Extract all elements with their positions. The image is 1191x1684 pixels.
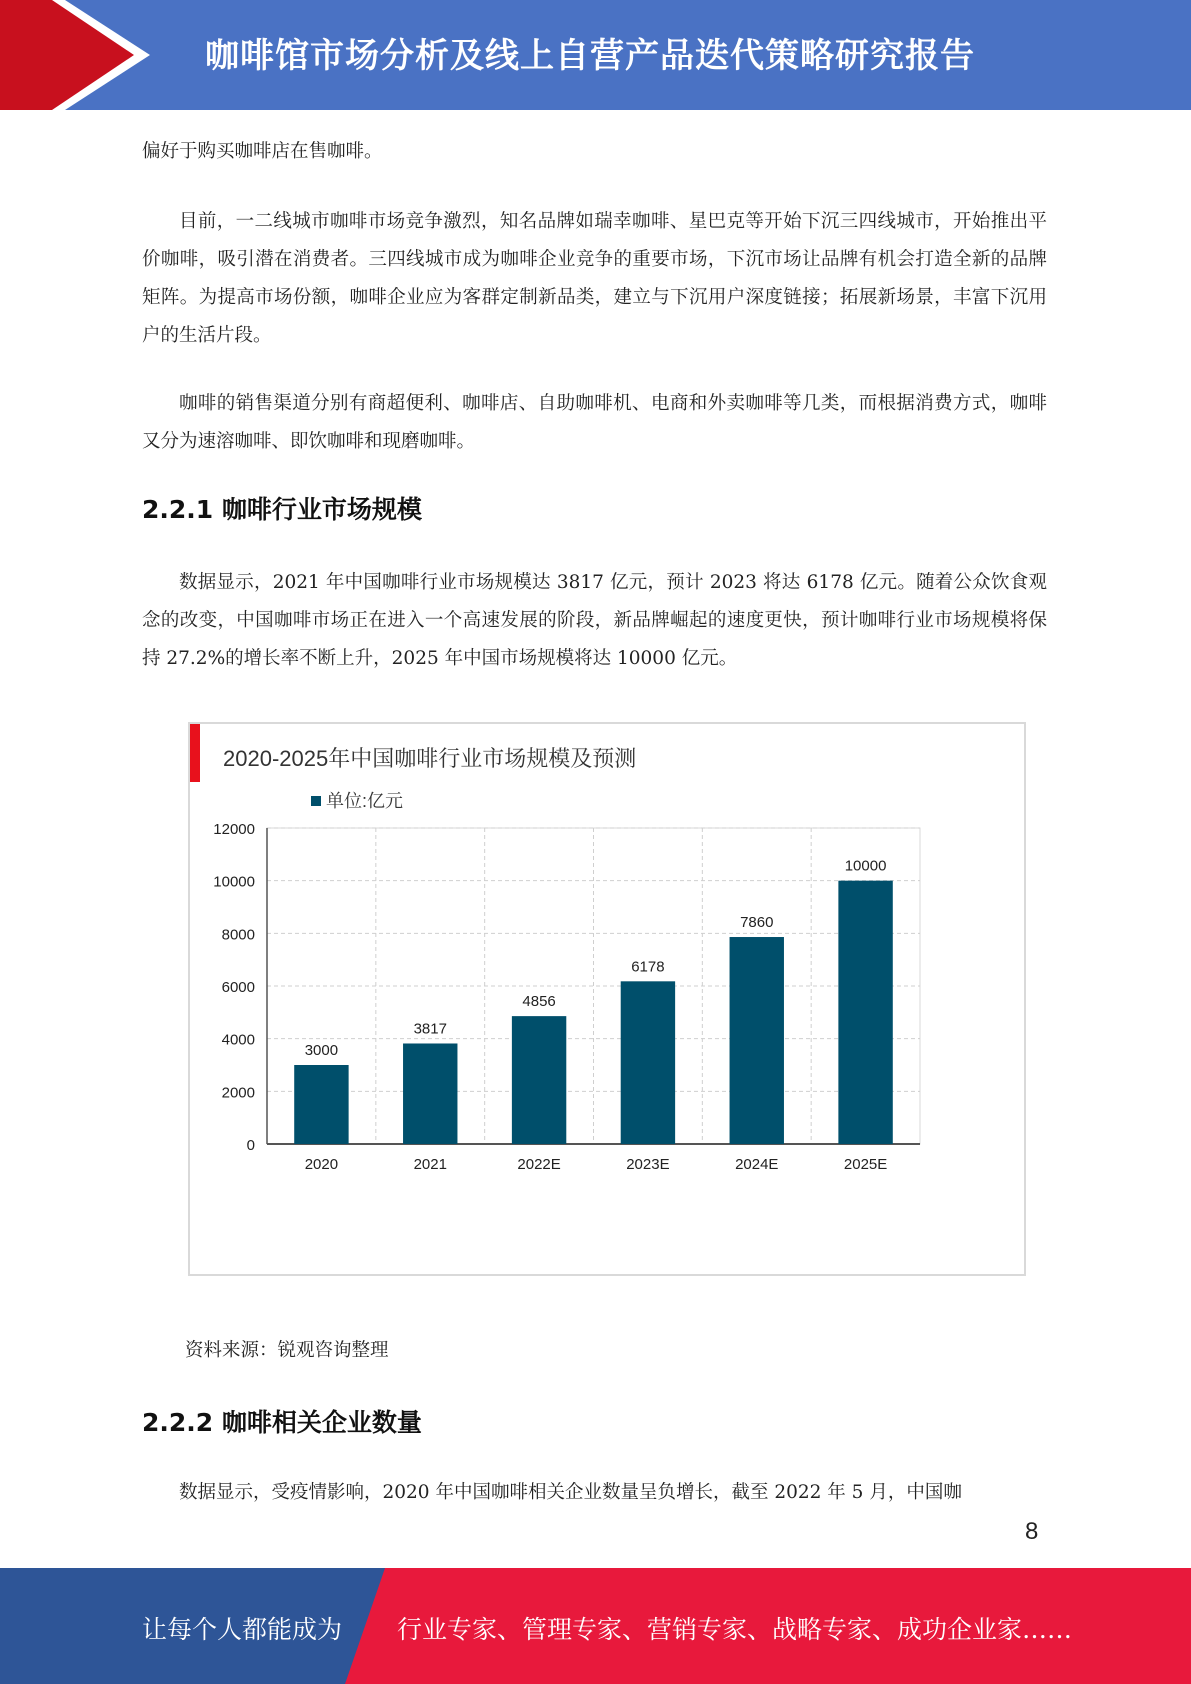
data-label: 7860 (740, 914, 774, 932)
header-arrow-decoration (0, 0, 150, 110)
paragraph-3: 咖啡的销售渠道分别有商超便利、咖啡店、自助咖啡机、电商和外卖咖啡等几类，而根据消费方式，咖啡又分为速溶咖啡、即饮咖啡和现磨咖啡。 (142, 393, 1047, 452)
market-size-chart (188, 722, 1026, 1276)
y-tick-label: 6000 (221, 979, 255, 996)
data-label: 3000 (304, 1042, 339, 1059)
x-tick-label: 2023E (626, 1156, 670, 1173)
chart-title: 2020-2025年中国咖啡行业市场规模及预测 (223, 746, 637, 771)
legend-label: 单位:亿元 (326, 791, 404, 811)
x-tick-label: 2025E (843, 1156, 888, 1173)
paragraph-5: 数据显示，受疫情影响，2020 年中国咖啡相关企业数量呈负增长，截至 2022 年 5 月，中国咖 (179, 1482, 962, 1503)
footer-slogan-left: 让每个人都能成为 (142, 1615, 343, 1644)
x-tick-label: 2022E (517, 1156, 561, 1173)
section-heading-2-2-2: 2.2.2 咖啡相关企业数量 (142, 1408, 422, 1437)
paragraph-2: 目前，一二线城市咖啡市场竞争激烈，知名品牌如瑞幸咖啡、星巴克等开始下沉三四线城市，开始推出平价咖啡，吸引潜在消费者。三四线城市成为咖啡企业竞争的重要市场，下沉市场让品牌有机会打造全新的品牌矩阵。为提高市场份额，咖啡企业应为客群定制新品类，建立与下沉用户深度链接；拓展新场景，丰富下沉用户的生活片段。 (142, 211, 1047, 346)
y-tick-label: 8000 (221, 926, 255, 944)
y-tick-label: 12000 (213, 821, 255, 838)
legend-swatch (311, 796, 321, 806)
x-tick-label: 2020 (304, 1156, 339, 1173)
bar-2020 (294, 1065, 348, 1144)
bar-2023E (621, 981, 675, 1144)
bar-chart-svg (190, 724, 1024, 1274)
bar-2024E (730, 937, 784, 1144)
y-tick-label: 2000 (221, 1084, 255, 1102)
section-heading-2-2-1: 2.2.1 咖啡行业市场规模 (142, 495, 422, 524)
data-label: 6178 (631, 958, 665, 976)
x-tick-label: 2021 (413, 1156, 447, 1173)
page-number: 8 (1025, 1518, 1039, 1545)
y-tick-label: 10000 (213, 873, 255, 891)
page-header (0, 0, 1191, 110)
chart-title-accent-bar (190, 724, 200, 782)
y-tick-label: 0 (246, 1137, 255, 1154)
document-title: 咖啡馆市场分析及线上自营产品迭代策略研究报告 (205, 36, 975, 76)
y-tick-label: 4000 (221, 1031, 255, 1049)
paragraph-4: 数据显示，2021 年中国咖啡行业市场规模达 3817 亿元，预计 2023 将达 6178 亿元。随着公众饮食观念的改变，中国咖啡市场正在进入一个高速发展的阶段，新品牌崛起的速度更快，预计咖啡行业市场规模将保持 27.2%的增长率不断上升，2025 年中国市场规模将达 10000 亿元。 (142, 572, 1047, 669)
bar-2022E (512, 1016, 566, 1144)
footer-slogan-right: 行业专家、管理专家、营销专家、战略专家、成功企业家…… (397, 1615, 1073, 1644)
data-label: 10000 (844, 857, 887, 875)
data-label: 4856 (522, 993, 556, 1011)
chart-grid (267, 828, 920, 1144)
bar-2021 (403, 1043, 457, 1144)
page-footer (0, 1568, 1191, 1684)
bar-2025E (838, 881, 892, 1144)
data-source-note: 资料来源：锐观咨询整理 (185, 1340, 389, 1361)
data-label: 3817 (413, 1020, 447, 1038)
paragraph-1: 偏好于购买咖啡店在售咖啡。 (142, 141, 383, 162)
x-tick-label: 2024E (735, 1156, 779, 1173)
